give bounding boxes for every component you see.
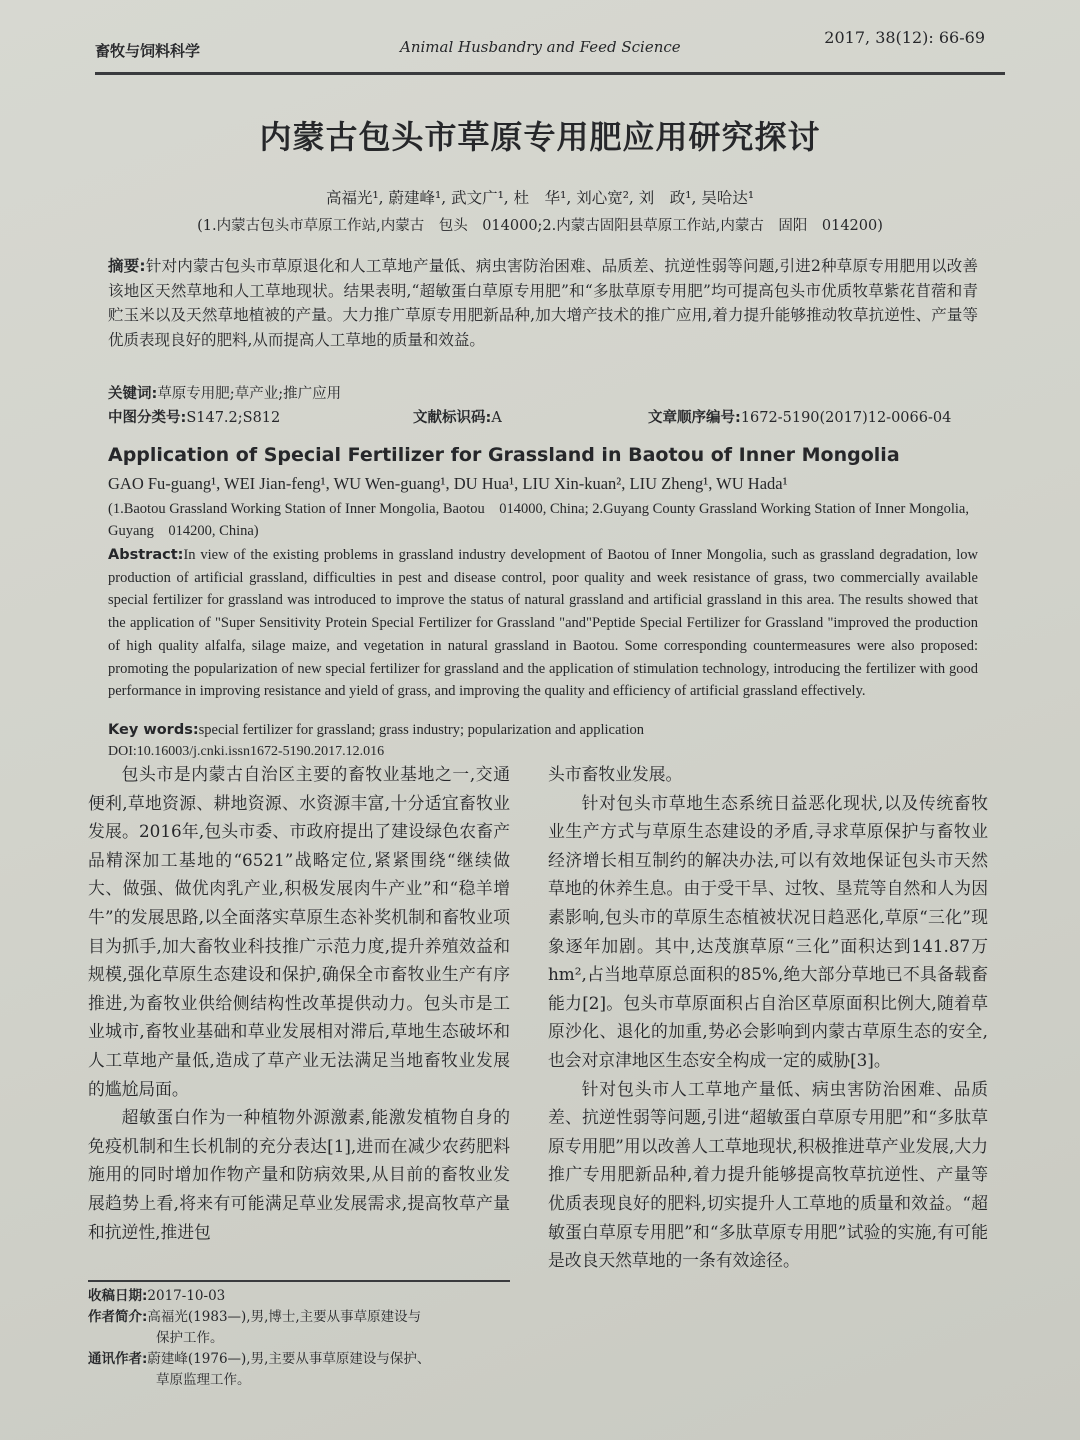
received-value: 2017-10-03	[147, 1288, 226, 1304]
body-column-left	[88, 760, 510, 1246]
abstract-cn	[108, 254, 978, 352]
clc-label: 中图分类号:	[108, 410, 187, 426]
volume-pages: 2017, 38(12): 66-69	[824, 28, 985, 47]
abstract-cn-label: 摘要:	[108, 257, 146, 275]
article-title-cn: 内蒙古包头市草原专用肥应用研究探讨	[259, 118, 821, 156]
serial-value: 1672-5190(2017)12-0066-04	[740, 410, 952, 426]
body-paragraph: 针对包头市人工草地产量低、病虫害防治困难、品质差、抗逆性弱等问题,引进“超敏蛋白草原专用肥”和“多肽草原专用肥”用以改善人工草地现状,积极推进草产业发展,大力推广专用肥新品种,着力提升能够提高牧草抗逆性、产量等优质表现良好的肥料,切实提升人工草地的质量和效益。“超敏蛋白草原专用肥”和“多肽草原专用肥”试验的实施,有可能是改良天然草地的一条有效途径。	[548, 1078, 988, 1271]
journal-name-cn: 畜牧与饲料科学	[95, 42, 201, 60]
doc-code-value: A	[491, 410, 502, 426]
journal-name-en: Animal Husbandry and Feed Science	[400, 38, 681, 56]
received-date	[88, 1286, 510, 1307]
body-paragraph: 头市畜牧业发展。	[548, 764, 683, 784]
keywords-en	[108, 722, 978, 739]
body-paragraph: 超敏蛋白作为一种植物外源激素,能激发植物自身的免疫机制和生长机制的充分表达[1],进而在减少农药肥料施用的同时增加作物产量和防病效果,从目前的畜牧业发展趋势上看,将来有可能满足草业发展需求,提高牧草产量和抗逆性,推进包	[88, 1107, 510, 1242]
keywords-en-text: special fertilizer for grassland; grass industry; popularization and application	[198, 722, 644, 738]
corresponding-cont: 草原监理工作。	[156, 1372, 251, 1388]
author-list-en: GAO Fu-guang¹, WEI Jian-feng¹, WU Wen-guang¹, DU Hua¹, LIU Xin-kuan², LIU Zheng¹, WU Hada¹	[108, 474, 788, 493]
author-bio	[88, 1307, 510, 1328]
author-bio-label: 作者简介:	[88, 1309, 148, 1325]
keywords-cn	[108, 382, 978, 403]
abstract-en-label: Abstract:	[108, 547, 184, 563]
classification-row	[108, 406, 978, 427]
affiliation-en: (1.Baotou Grassland Working Station of Inner Mongolia, Baotou 014000, China; 2.Guyang County Grassland Working Station of Inner Mongolia, Guyang 014200, China)	[108, 501, 969, 539]
keywords-cn-label: 关键词:	[108, 386, 158, 402]
article-title-en: Application of Special Fertilizer for Grassland in Baotou of Inner Mongolia	[108, 444, 900, 466]
body-column-right	[548, 760, 988, 1275]
abstract-en	[108, 544, 978, 703]
corresponding-text: 蔚建峰(1976—),男,主要从事草原建设与保护、	[147, 1351, 431, 1367]
author-bio-cont: 保护工作。	[156, 1330, 224, 1346]
received-label: 收稿日期:	[88, 1288, 148, 1304]
doc-code-label: 文献标识码:	[413, 410, 492, 426]
affiliation-cn: (1.内蒙古包头市草原工作站,内蒙古 包头 014000;2.内蒙古固阳县草原工作站,内蒙古 固阳 014200)	[197, 218, 883, 234]
clc-value: S147.2;S812	[186, 410, 281, 426]
corresponding-label: 通讯作者:	[88, 1351, 148, 1367]
body-paragraph: 针对包头市草地生态系统日益恶化现状,以及传统畜牧业生产方式与草原生态建设的矛盾,寻求草原保护与畜牧业经济增长相互制约的解决办法,可以有效地保证包头市天然草地的休养生息。由于受干旱、过牧、垦荒等自然和人为因素影响,包头市的草原生态植被状况日趋恶化,草原“三化”现象逐年加剧。其中,达茂旗草原“三化”面积达到141.87万hm²,占当地草原总面积的85%,绝大部分草地已不具备载畜能力[2]。包头市草原面积占自治区草原面积比例大,随着草原沙化、退化的加重,势必会影响到内蒙古草原生态的安全,也会对京津地区生态安全构成一定的威胁[3]。	[548, 792, 988, 1070]
body-paragraph: 包头市是内蒙古自治区主要的畜牧业基地之一,交通便利,草地资源、耕地资源、水资源丰富,十分适宜畜牧业发展。2016年,包头市委、市政府提出了建设绿色农畜产品精深加工基地的“6521”战略定位,紧紧围绕“继续做大、做强、做优肉乳产业,积极发展肉牛产业”和“稳羊增牛”的发展思路,以全面落实草原生态补奖机制和畜牧业项目为抓手,加大畜牧业科技推广示范力度,提升养殖效益和规模,强化草原生态建设和保护,确保全市畜牧业生产有序推进,为畜牧业供给侧结构性改革提供动力。包头市是工业城市,畜牧业基础和草业发展相对滞后,草地生态破坏和人工草地产量低,造成了草产业无法满足当地畜牧业发展的尴尬局面。	[88, 764, 510, 1099]
abstract-en-text: In view of the existing problems in grassland industry development of Baotou of Inner Mongolia, such as grassland degradation, low production of artificial grassland, difficulties in pest and disease control, poor quality and week resistance of grass, two commercially available special fertilizer for grassland was introduced to improve the status of natural grassland and artificial grassland in this area. The results showed that the application of "Super Sensitivity Protein Special Fertilizer for Grassland "and"Peptide Special Fertilizer for Grassland "improved the production of high quality alfalfa, silage maize, and vegetation in natural grassland in Baotou. Some corresponding countermeasures were also proposed: promoting the popularization of new special fertilizer for grassland and the application of stimulation technology, introducing the fertilizer with good performance in improving resistance and yield of grass, and improving the quality and efficiency of artificial grassland effectively.	[108, 547, 978, 700]
keywords-en-label: Key words:	[108, 722, 199, 738]
footnote-block	[88, 1280, 510, 1391]
author-list-cn: 高福光¹, 蔚建峰¹, 武文广¹, 杜 华¹, 刘心宽², 刘 政¹, 吴哈达¹	[325, 189, 755, 207]
abstract-cn-text: 针对内蒙古包头市草原退化和人工草地产量低、病虫害防治困难、品质差、抗逆性弱等问题,引进2种草原专用肥用以改善该地区天然草地和人工草地现状。结果表明,“超敏蛋白草原专用肥”和“多肽草原专用肥”均可提高包头市优质牧草紫花苜蓿和青贮玉米以及天然草地植被的产量。大力推广草原专用肥新品种,加大增产技术的推广应用,着力提升能够推动牧草抗逆性、产量等优质表现良好的肥料,从而提高人工草地的质量和效益。	[108, 257, 979, 349]
keywords-cn-text: 草原专用肥;草产业;推广应用	[157, 386, 342, 402]
serial-label: 文章顺序编号:	[648, 410, 741, 426]
running-header	[95, 28, 1005, 75]
author-bio-text: 高福光(1983—),男,博士,主要从事草原建设与	[147, 1309, 422, 1325]
corresponding-author	[88, 1349, 510, 1370]
doi-line: DOI:10.16003/j.cnki.issn1672-5190.2017.12.016	[108, 744, 385, 759]
